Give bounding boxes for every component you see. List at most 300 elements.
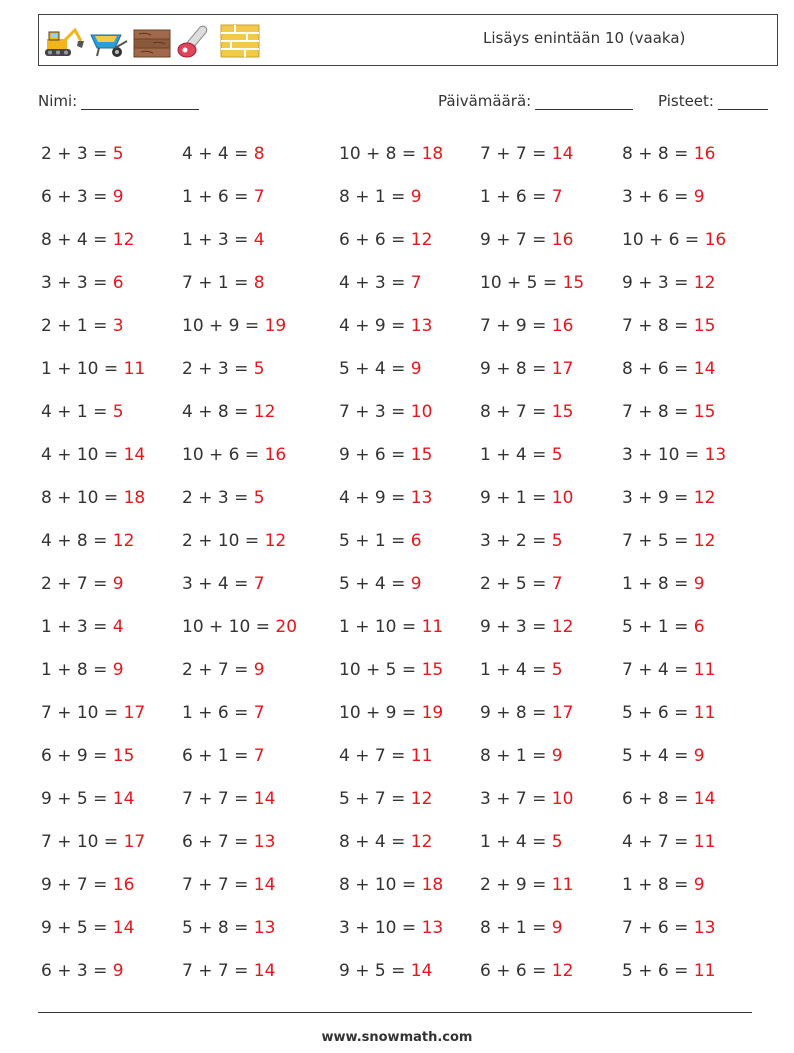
problem-answer: 12 bbox=[410, 832, 433, 852]
problem-cell bbox=[41, 950, 182, 993]
problem-cell bbox=[339, 305, 480, 348]
problem-cell bbox=[622, 477, 752, 520]
problem-question: 2 + 3 = bbox=[182, 359, 254, 379]
problem-question: 9 + 8 = bbox=[480, 703, 552, 723]
date-line bbox=[535, 93, 633, 110]
problem-answer: 6 bbox=[410, 531, 422, 551]
problem-question: 5 + 7 = bbox=[339, 789, 411, 809]
problem-question: 3 + 2 = bbox=[480, 531, 552, 551]
problem-question: 10 + 9 = bbox=[182, 316, 265, 336]
problem-question: 7 + 10 = bbox=[41, 703, 124, 723]
problem-cell bbox=[41, 391, 182, 434]
problem-cell bbox=[480, 692, 622, 735]
problem-cell bbox=[339, 950, 480, 993]
problem-question: 7 + 1 = bbox=[182, 273, 254, 293]
problem-cell bbox=[339, 434, 480, 477]
problem-cell bbox=[480, 950, 622, 993]
problem-answer: 11 bbox=[123, 359, 146, 379]
footer-url: www.snowmath.com bbox=[321, 1030, 473, 1045]
problem-question: 6 + 6 = bbox=[480, 961, 552, 981]
problem-question: 3 + 3 = bbox=[41, 273, 113, 293]
problem-answer: 11 bbox=[693, 832, 716, 852]
problem-cell bbox=[622, 434, 752, 477]
problem-answer: 8 bbox=[253, 273, 265, 293]
problem-cell bbox=[622, 735, 752, 778]
name-field bbox=[38, 92, 199, 110]
problem-cell bbox=[182, 821, 339, 864]
problem-cell bbox=[480, 821, 622, 864]
problem-cell bbox=[41, 305, 182, 348]
problem-cell bbox=[339, 520, 480, 563]
problem-answer: 13 bbox=[253, 832, 276, 852]
problem-answer: 9 bbox=[693, 875, 705, 895]
problem-question: 1 + 10 = bbox=[41, 359, 124, 379]
problem-cell bbox=[182, 735, 339, 778]
problem-cell bbox=[622, 305, 752, 348]
problem-question: 3 + 9 = bbox=[622, 488, 694, 508]
problem-question: 1 + 8 = bbox=[622, 875, 694, 895]
problem-cell bbox=[622, 864, 752, 907]
problem-cell bbox=[480, 563, 622, 606]
problem-answer: 16 bbox=[551, 230, 574, 250]
problem-cell bbox=[622, 950, 752, 993]
problem-question: 6 + 7 = bbox=[182, 832, 254, 852]
problem-question: 7 + 3 = bbox=[339, 402, 411, 422]
wheelbarrow-icon bbox=[87, 21, 129, 61]
footer-divider bbox=[38, 1012, 752, 1013]
problem-cell bbox=[41, 606, 182, 649]
problem-question: 1 + 4 = bbox=[480, 445, 552, 465]
problem-answer: 5 bbox=[253, 488, 265, 508]
problem-question: 4 + 1 = bbox=[41, 402, 113, 422]
problem-question: 1 + 6 = bbox=[480, 187, 552, 207]
problem-cell bbox=[339, 133, 480, 176]
problem-question: 5 + 4 = bbox=[339, 359, 411, 379]
header-box bbox=[38, 14, 778, 66]
problem-question: 1 + 3 = bbox=[182, 230, 254, 250]
problem-answer: 14 bbox=[112, 789, 135, 809]
problem-answer: 10 bbox=[551, 789, 574, 809]
problem-question: 8 + 1 = bbox=[480, 746, 552, 766]
problem-cell bbox=[480, 864, 622, 907]
problem-answer: 18 bbox=[123, 488, 146, 508]
problem-answer: 15 bbox=[410, 445, 433, 465]
problem-answer: 5 bbox=[551, 832, 563, 852]
problem-question: 8 + 1 = bbox=[339, 187, 411, 207]
problem-cell bbox=[41, 821, 182, 864]
problem-question: 7 + 7 = bbox=[480, 144, 552, 164]
problem-cell bbox=[339, 262, 480, 305]
problem-question: 6 + 8 = bbox=[622, 789, 694, 809]
problem-answer: 14 bbox=[253, 789, 276, 809]
problem-answer: 12 bbox=[551, 961, 574, 981]
problem-answer: 13 bbox=[704, 445, 727, 465]
problem-answer: 9 bbox=[410, 359, 422, 379]
problem-question: 7 + 8 = bbox=[622, 402, 694, 422]
problem-question: 6 + 3 = bbox=[41, 187, 113, 207]
problem-cell bbox=[622, 219, 752, 262]
score-label: Pisteet: bbox=[658, 92, 714, 110]
problem-answer: 13 bbox=[253, 918, 276, 938]
problem-question: 2 + 3 = bbox=[41, 144, 113, 164]
problem-question: 9 + 7 = bbox=[480, 230, 552, 250]
problem-cell bbox=[480, 649, 622, 692]
problem-question: 4 + 4 = bbox=[182, 144, 254, 164]
problem-question: 8 + 4 = bbox=[339, 832, 411, 852]
problem-question: 7 + 4 = bbox=[622, 660, 694, 680]
problem-cell bbox=[41, 262, 182, 305]
problem-question: 7 + 7 = bbox=[182, 789, 254, 809]
problem-question: 10 + 9 = bbox=[339, 703, 422, 723]
problem-question: 3 + 10 = bbox=[339, 918, 422, 938]
problem-cell bbox=[182, 864, 339, 907]
problem-question: 9 + 1 = bbox=[480, 488, 552, 508]
problem-cell bbox=[622, 778, 752, 821]
problem-answer: 15 bbox=[693, 402, 716, 422]
problem-answer: 12 bbox=[112, 230, 135, 250]
problem-answer: 14 bbox=[693, 789, 716, 809]
problem-answer: 7 bbox=[410, 273, 422, 293]
problem-cell bbox=[480, 133, 622, 176]
problem-answer: 11 bbox=[421, 617, 444, 637]
problem-answer: 18 bbox=[421, 144, 444, 164]
problem-answer: 9 bbox=[112, 961, 124, 981]
problem-answer: 6 bbox=[112, 273, 124, 293]
problem-question: 6 + 3 = bbox=[41, 961, 113, 981]
problem-answer: 8 bbox=[253, 144, 265, 164]
problem-question: 5 + 1 = bbox=[622, 617, 694, 637]
problem-cell bbox=[622, 563, 752, 606]
problem-answer: 16 bbox=[704, 230, 727, 250]
problem-question: 2 + 10 = bbox=[182, 531, 265, 551]
worksheet-title: Lisäys enintään 10 (vaaka) bbox=[483, 29, 686, 47]
problem-cell bbox=[41, 520, 182, 563]
score-line bbox=[718, 93, 768, 110]
problem-answer: 12 bbox=[264, 531, 287, 551]
problem-question: 3 + 7 = bbox=[480, 789, 552, 809]
problem-cell bbox=[622, 821, 752, 864]
problem-question: 4 + 8 = bbox=[41, 531, 113, 551]
problem-cell bbox=[41, 133, 182, 176]
problem-cell bbox=[339, 477, 480, 520]
problem-answer: 12 bbox=[693, 273, 716, 293]
problem-answer: 7 bbox=[253, 703, 265, 723]
problem-cell bbox=[41, 477, 182, 520]
problem-answer: 9 bbox=[551, 918, 563, 938]
problem-cell bbox=[339, 735, 480, 778]
problem-cell bbox=[339, 907, 480, 950]
problem-answer: 7 bbox=[551, 187, 563, 207]
problem-cell bbox=[339, 864, 480, 907]
problem-answer: 12 bbox=[410, 230, 433, 250]
problem-answer: 9 bbox=[112, 187, 124, 207]
problem-question: 3 + 4 = bbox=[182, 574, 254, 594]
problem-cell bbox=[41, 864, 182, 907]
problem-grid bbox=[41, 133, 752, 993]
problem-question: 6 + 1 = bbox=[182, 746, 254, 766]
problem-question: 4 + 7 = bbox=[622, 832, 694, 852]
problem-answer: 11 bbox=[551, 875, 574, 895]
problem-cell bbox=[480, 176, 622, 219]
problem-answer: 14 bbox=[123, 445, 146, 465]
problem-cell bbox=[182, 262, 339, 305]
problem-cell bbox=[480, 219, 622, 262]
problem-answer: 12 bbox=[551, 617, 574, 637]
problem-question: 5 + 4 = bbox=[339, 574, 411, 594]
problem-cell bbox=[182, 348, 339, 391]
problem-question: 3 + 10 = bbox=[622, 445, 705, 465]
problem-cell bbox=[339, 778, 480, 821]
problem-cell bbox=[480, 477, 622, 520]
problem-cell bbox=[41, 348, 182, 391]
header-icons bbox=[43, 21, 261, 61]
problem-question: 10 + 5 = bbox=[480, 273, 563, 293]
problem-question: 5 + 1 = bbox=[339, 531, 411, 551]
problem-question: 2 + 1 = bbox=[41, 316, 113, 336]
problem-cell bbox=[41, 649, 182, 692]
problem-answer: 11 bbox=[693, 961, 716, 981]
problem-cell bbox=[339, 563, 480, 606]
problem-cell bbox=[182, 305, 339, 348]
problem-cell bbox=[41, 434, 182, 477]
problem-cell bbox=[622, 520, 752, 563]
problem-cell bbox=[182, 176, 339, 219]
problem-cell bbox=[622, 348, 752, 391]
problem-answer: 12 bbox=[253, 402, 276, 422]
problem-question: 8 + 10 = bbox=[41, 488, 124, 508]
problem-answer: 11 bbox=[693, 660, 716, 680]
problem-answer: 4 bbox=[112, 617, 124, 637]
problem-answer: 15 bbox=[421, 660, 444, 680]
problem-cell bbox=[622, 176, 752, 219]
problem-question: 2 + 9 = bbox=[480, 875, 552, 895]
problem-question: 4 + 8 = bbox=[182, 402, 254, 422]
problem-cell bbox=[182, 950, 339, 993]
problem-question: 2 + 7 = bbox=[182, 660, 254, 680]
problem-cell bbox=[182, 907, 339, 950]
problem-answer: 14 bbox=[253, 961, 276, 981]
problem-question: 7 + 8 = bbox=[622, 316, 694, 336]
problem-answer: 14 bbox=[693, 359, 716, 379]
problem-answer: 16 bbox=[112, 875, 135, 895]
problem-question: 9 + 7 = bbox=[41, 875, 113, 895]
problem-answer: 11 bbox=[410, 746, 433, 766]
name-label: Nimi: bbox=[38, 92, 78, 110]
problem-answer: 7 bbox=[253, 187, 265, 207]
problem-question: 1 + 8 = bbox=[622, 574, 694, 594]
problem-cell bbox=[622, 692, 752, 735]
problem-cell bbox=[480, 391, 622, 434]
problem-answer: 16 bbox=[551, 316, 574, 336]
problem-answer: 18 bbox=[421, 875, 444, 895]
problem-question: 7 + 5 = bbox=[622, 531, 694, 551]
problem-answer: 14 bbox=[410, 961, 433, 981]
problem-cell bbox=[41, 907, 182, 950]
problem-answer: 15 bbox=[562, 273, 585, 293]
problem-cell bbox=[182, 692, 339, 735]
problem-answer: 7 bbox=[253, 574, 265, 594]
problem-cell bbox=[622, 907, 752, 950]
problem-cell bbox=[339, 649, 480, 692]
problem-answer: 9 bbox=[112, 574, 124, 594]
problem-question: 1 + 6 = bbox=[182, 703, 254, 723]
problem-question: 9 + 5 = bbox=[41, 918, 113, 938]
problem-question: 1 + 4 = bbox=[480, 832, 552, 852]
problem-cell bbox=[339, 821, 480, 864]
problem-cell bbox=[622, 133, 752, 176]
problem-cell bbox=[41, 735, 182, 778]
problem-question: 10 + 5 = bbox=[339, 660, 422, 680]
date-label: Päivämäärä: bbox=[438, 92, 532, 110]
score-field bbox=[658, 92, 768, 110]
problem-cell bbox=[480, 305, 622, 348]
problem-answer: 10 bbox=[551, 488, 574, 508]
problem-question: 10 + 10 = bbox=[182, 617, 276, 637]
problem-answer: 10 bbox=[410, 402, 433, 422]
problem-answer: 17 bbox=[123, 832, 146, 852]
problem-question: 8 + 7 = bbox=[480, 402, 552, 422]
problem-answer: 12 bbox=[693, 531, 716, 551]
problem-question: 4 + 10 = bbox=[41, 445, 124, 465]
problem-question: 6 + 9 = bbox=[41, 746, 113, 766]
problem-answer: 9 bbox=[410, 574, 422, 594]
problem-question: 2 + 3 = bbox=[182, 488, 254, 508]
problem-answer: 5 bbox=[551, 531, 563, 551]
problem-cell bbox=[41, 219, 182, 262]
problem-cell bbox=[480, 735, 622, 778]
problem-question: 10 + 6 = bbox=[622, 230, 705, 250]
problem-question: 6 + 6 = bbox=[339, 230, 411, 250]
problem-answer: 12 bbox=[410, 789, 433, 809]
excavator-icon bbox=[43, 21, 85, 61]
problem-answer: 9 bbox=[551, 746, 563, 766]
problem-cell bbox=[622, 391, 752, 434]
problem-answer: 6 bbox=[693, 617, 705, 637]
problem-answer: 15 bbox=[693, 316, 716, 336]
problem-cell bbox=[339, 391, 480, 434]
problem-answer: 9 bbox=[693, 187, 705, 207]
problem-question: 3 + 6 = bbox=[622, 187, 694, 207]
problem-question: 5 + 4 = bbox=[622, 746, 694, 766]
problem-cell bbox=[182, 391, 339, 434]
problem-cell bbox=[480, 606, 622, 649]
problem-cell bbox=[182, 563, 339, 606]
problem-cell bbox=[182, 219, 339, 262]
problem-question: 7 + 6 = bbox=[622, 918, 694, 938]
problem-answer: 17 bbox=[551, 703, 574, 723]
problem-question: 2 + 7 = bbox=[41, 574, 113, 594]
problem-question: 1 + 10 = bbox=[339, 617, 422, 637]
problem-question: 8 + 4 = bbox=[41, 230, 113, 250]
problem-cell bbox=[622, 606, 752, 649]
problem-question: 1 + 8 = bbox=[41, 660, 113, 680]
problem-cell bbox=[41, 778, 182, 821]
name-line bbox=[81, 93, 199, 110]
problem-cell bbox=[480, 520, 622, 563]
problem-question: 4 + 7 = bbox=[339, 746, 411, 766]
problem-answer: 16 bbox=[264, 445, 287, 465]
problem-question: 8 + 10 = bbox=[339, 875, 422, 895]
problem-answer: 13 bbox=[693, 918, 716, 938]
problem-cell bbox=[182, 520, 339, 563]
problem-cell bbox=[182, 649, 339, 692]
problem-answer: 13 bbox=[421, 918, 444, 938]
problem-answer: 11 bbox=[693, 703, 716, 723]
problem-question: 4 + 9 = bbox=[339, 488, 411, 508]
problem-answer: 9 bbox=[693, 746, 705, 766]
problem-answer: 5 bbox=[551, 445, 563, 465]
problem-question: 9 + 6 = bbox=[339, 445, 411, 465]
problem-question: 9 + 5 = bbox=[339, 961, 411, 981]
problem-question: 9 + 5 = bbox=[41, 789, 113, 809]
problem-cell bbox=[480, 348, 622, 391]
problem-answer: 5 bbox=[112, 402, 124, 422]
problem-answer: 20 bbox=[275, 617, 298, 637]
problem-cell bbox=[182, 778, 339, 821]
problem-question: 8 + 8 = bbox=[622, 144, 694, 164]
problem-question: 1 + 4 = bbox=[480, 660, 552, 680]
problem-question: 2 + 5 = bbox=[480, 574, 552, 594]
problem-cell bbox=[339, 348, 480, 391]
date-field bbox=[438, 92, 633, 110]
problem-answer: 7 bbox=[253, 746, 265, 766]
problem-answer: 17 bbox=[123, 703, 146, 723]
problem-question: 7 + 7 = bbox=[182, 961, 254, 981]
problem-question: 5 + 8 = bbox=[182, 918, 254, 938]
problem-answer: 9 bbox=[253, 660, 265, 680]
problem-question: 8 + 6 = bbox=[622, 359, 694, 379]
problem-answer: 13 bbox=[410, 316, 433, 336]
problem-answer: 5 bbox=[551, 660, 563, 680]
problem-cell bbox=[41, 692, 182, 735]
problem-answer: 4 bbox=[253, 230, 265, 250]
problem-answer: 5 bbox=[112, 144, 124, 164]
problem-answer: 15 bbox=[112, 746, 135, 766]
problem-question: 7 + 7 = bbox=[182, 875, 254, 895]
problem-question: 9 + 3 = bbox=[622, 273, 694, 293]
problem-answer: 19 bbox=[421, 703, 444, 723]
problem-answer: 17 bbox=[551, 359, 574, 379]
problem-question: 5 + 6 = bbox=[622, 703, 694, 723]
problem-answer: 5 bbox=[253, 359, 265, 379]
problem-cell bbox=[339, 219, 480, 262]
problem-cell bbox=[41, 563, 182, 606]
problem-cell bbox=[339, 692, 480, 735]
problem-question: 8 + 1 = bbox=[480, 918, 552, 938]
problem-answer: 9 bbox=[693, 574, 705, 594]
problem-question: 1 + 6 = bbox=[182, 187, 254, 207]
problem-question: 10 + 8 = bbox=[339, 144, 422, 164]
problem-answer: 12 bbox=[693, 488, 716, 508]
problem-question: 9 + 3 = bbox=[480, 617, 552, 637]
problem-answer: 16 bbox=[693, 144, 716, 164]
problem-answer: 14 bbox=[551, 144, 574, 164]
problem-answer: 9 bbox=[112, 660, 124, 680]
problem-answer: 9 bbox=[410, 187, 422, 207]
problem-cell bbox=[339, 176, 480, 219]
problem-answer: 19 bbox=[264, 316, 287, 336]
problem-cell bbox=[480, 907, 622, 950]
problem-question: 9 + 8 = bbox=[480, 359, 552, 379]
wood-planks-icon bbox=[131, 21, 173, 61]
problem-answer: 14 bbox=[253, 875, 276, 895]
problem-answer: 12 bbox=[112, 531, 135, 551]
problem-cell bbox=[182, 434, 339, 477]
problem-question: 10 + 6 = bbox=[182, 445, 265, 465]
problem-question: 4 + 3 = bbox=[339, 273, 411, 293]
problem-answer: 13 bbox=[410, 488, 433, 508]
problem-answer: 15 bbox=[551, 402, 574, 422]
